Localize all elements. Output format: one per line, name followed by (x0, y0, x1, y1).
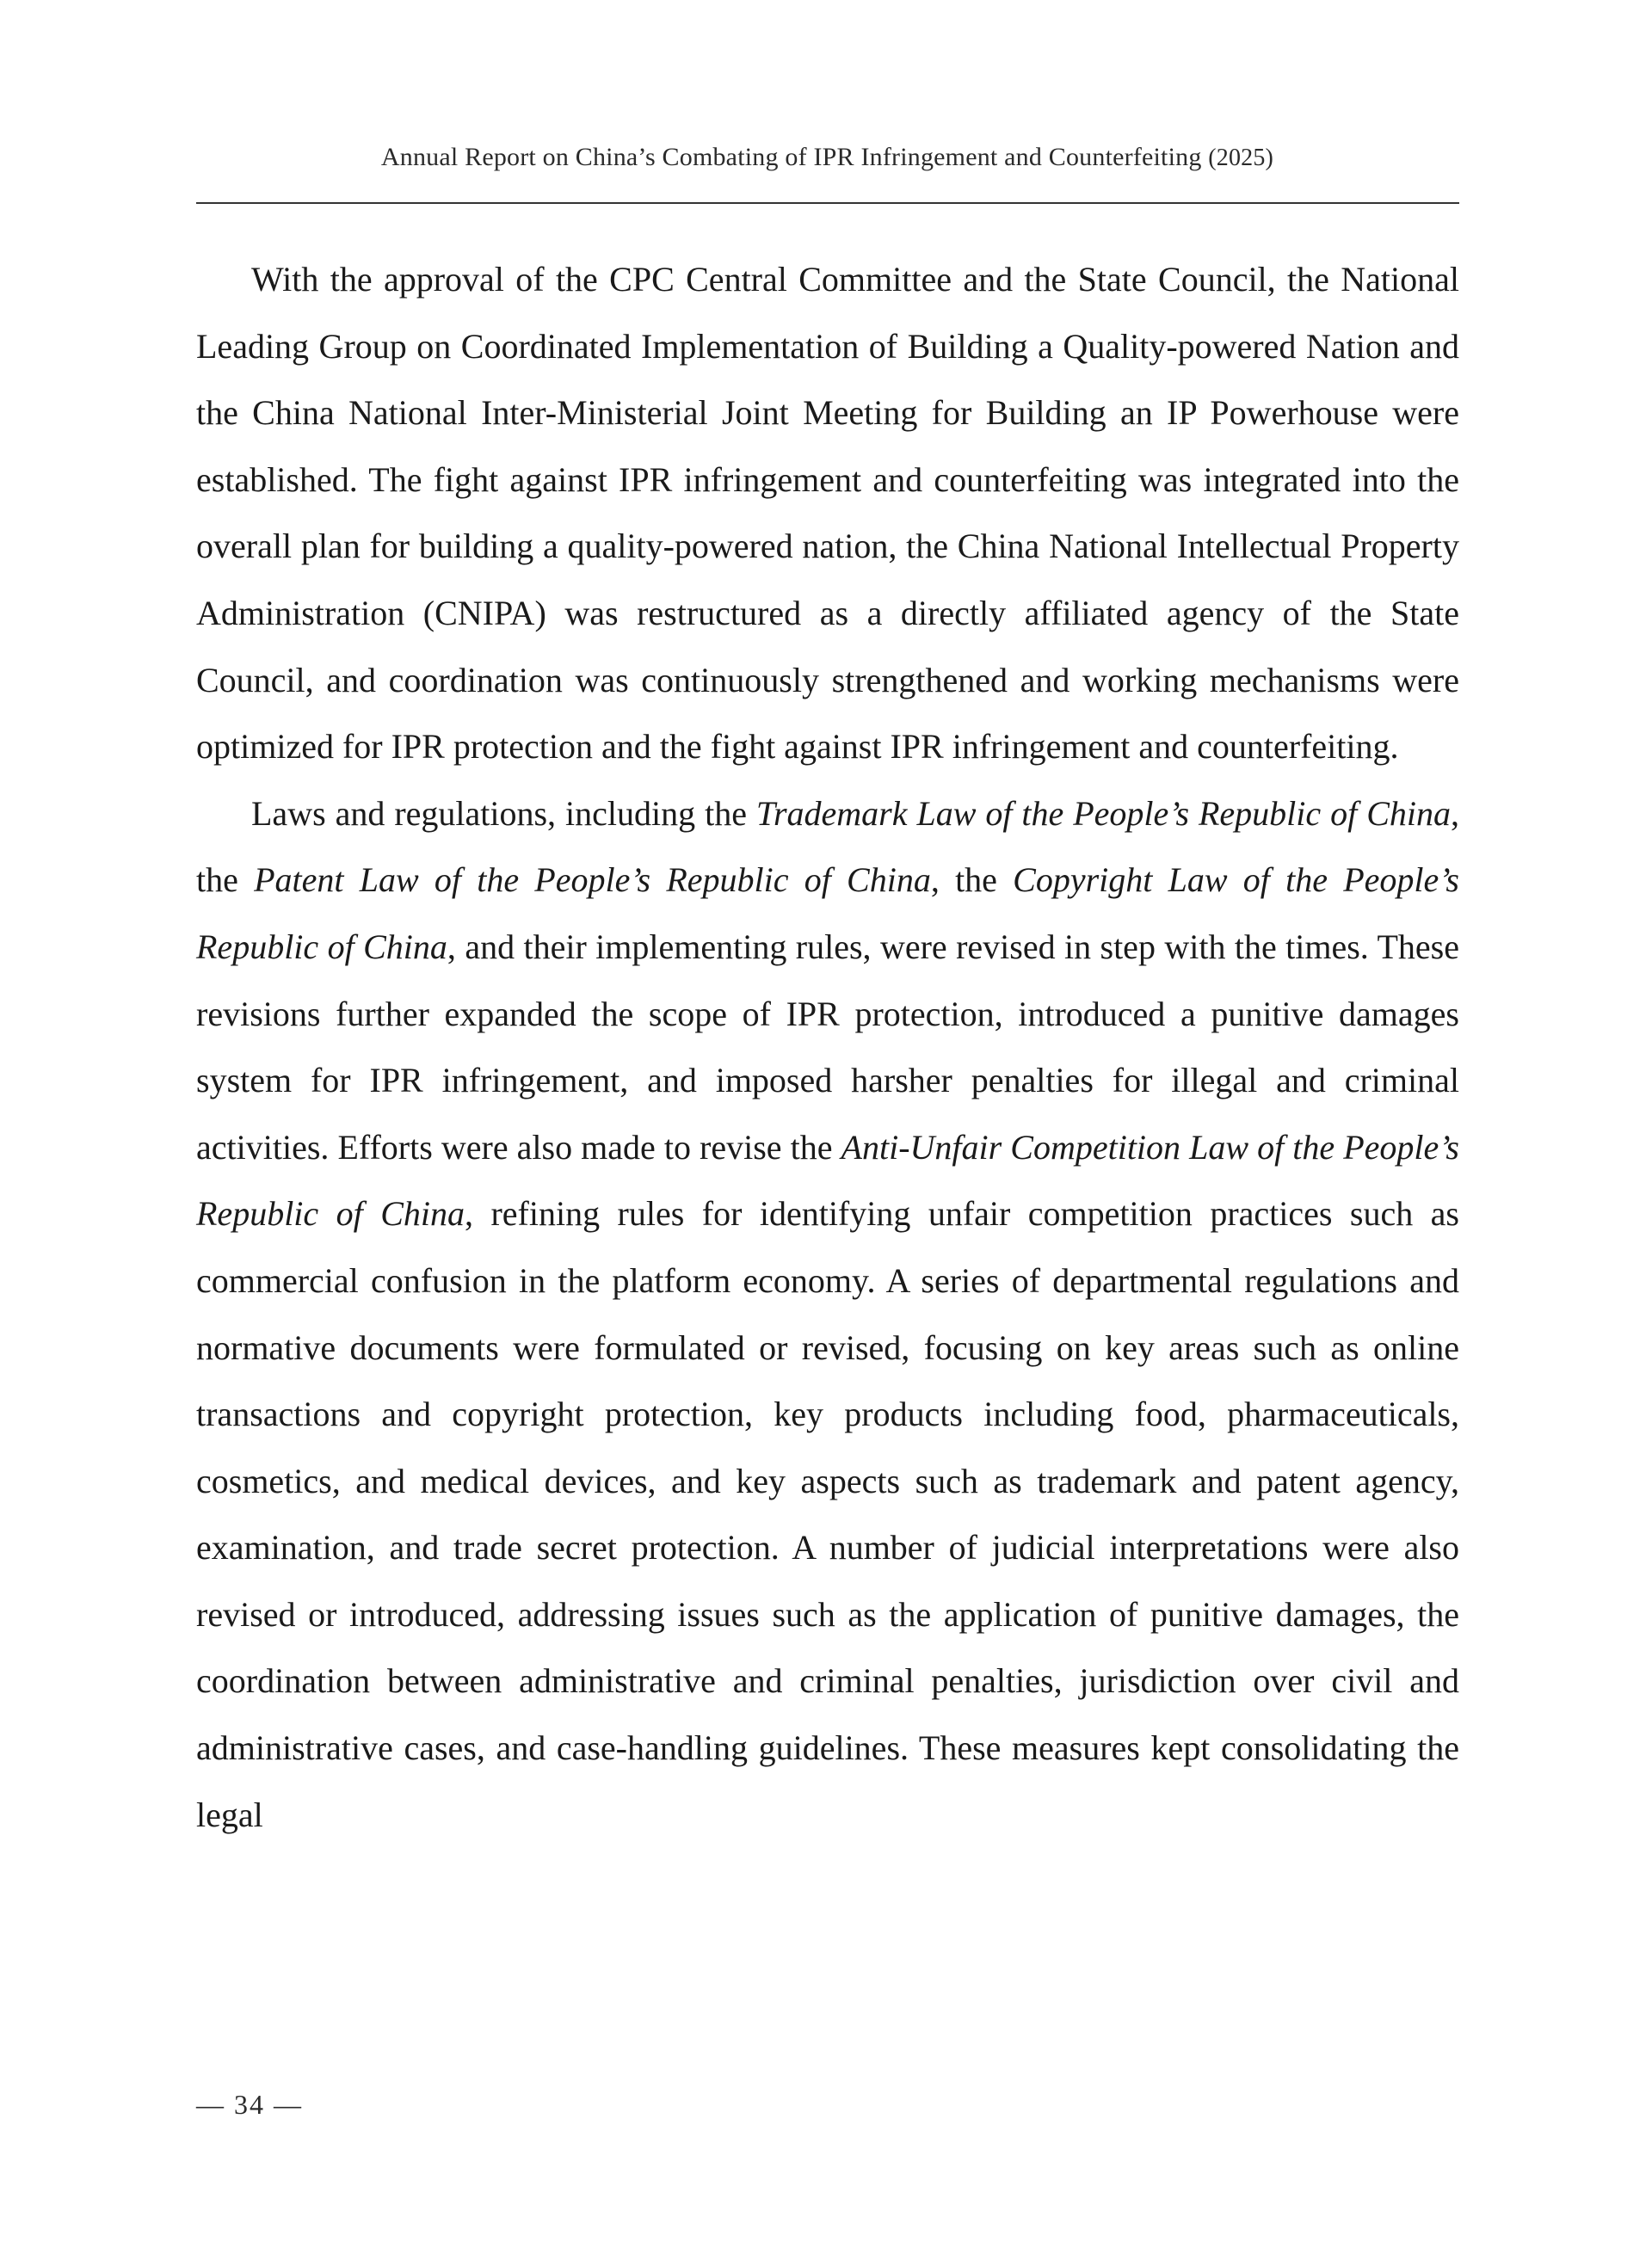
text-segment: , refining rules for identifying unfair competition practices such as commercial confusion in the platform economy. A series of departmental regulations and normative documents were formulated or revised, focusing on key areas such as online transactions and copyright protection, key products including food, pharmaceuticals, cosmetics, and medical devices, and key aspects such as trademark and patent agency, examination, and trade secret protection. A number of judicial interpretations were also revised or introduced, addressing issues such as the application of punitive damages, the coordination between administrative and criminal penalties, jurisdiction over civil and administrative cases, and case-handling guidelines. These measures kept consolidating the legal (196, 1194, 1459, 1834)
running-header-year: (2025) (1208, 145, 1274, 171)
law-title-trademark: Trademark Law of the People’s Republic of China (755, 793, 1451, 833)
page-number: — 34 — (196, 2089, 303, 2120)
law-title-patent: Patent Law of the People’s Republic of China (254, 860, 931, 900)
law-title-copyright: Copyright Law of the People’s Republic of China (196, 860, 1459, 966)
text-segment: With the approval of the CPC Central Committee and the State Council, the National Leading Group on Coordinated Implementation of Building a Quality-powered Nation and the China National Inter-Ministerial Joint Meeting for Building an IP Powerhouse were established. The fight against IPR infringement and counterfeiting was integrated into the overall plan for building a quality-powered nation, the China National Intellectual Property Administration (CNIPA) was restructured as a directly affiliated agency of the State Council, and coordination was continuously strengthened and working mechanisms were optimized for IPR protection and the fight against IPR infringement and counterfeiting. (196, 260, 1459, 767)
running-header (196, 143, 1458, 172)
text-segment: , and their implementing rules, were revised in step with the times. These revisions further expanded the scope of IPR protection, introduced a punitive damages system for IPR infringement, and imposed harsher penalties for illegal and criminal activities. Efforts were also made to revise the (196, 927, 1459, 1167)
paragraph-2 (196, 780, 1459, 1849)
text-segment: Laws and regulations, including the (251, 793, 756, 833)
running-header-title: Annual Report on China’s Combating of IPR Infringement and Counterfeiting (380, 143, 1202, 171)
text-segment: , the (196, 793, 1459, 900)
header-divider (196, 202, 1459, 204)
text-segment: , the (930, 860, 1014, 900)
body-text (196, 246, 1459, 1848)
paragraph-1 (196, 246, 1459, 780)
law-title-anti-unfair-competition: Anti-Unfair Competition Law of the People’s Republic of China (196, 1127, 1460, 1234)
